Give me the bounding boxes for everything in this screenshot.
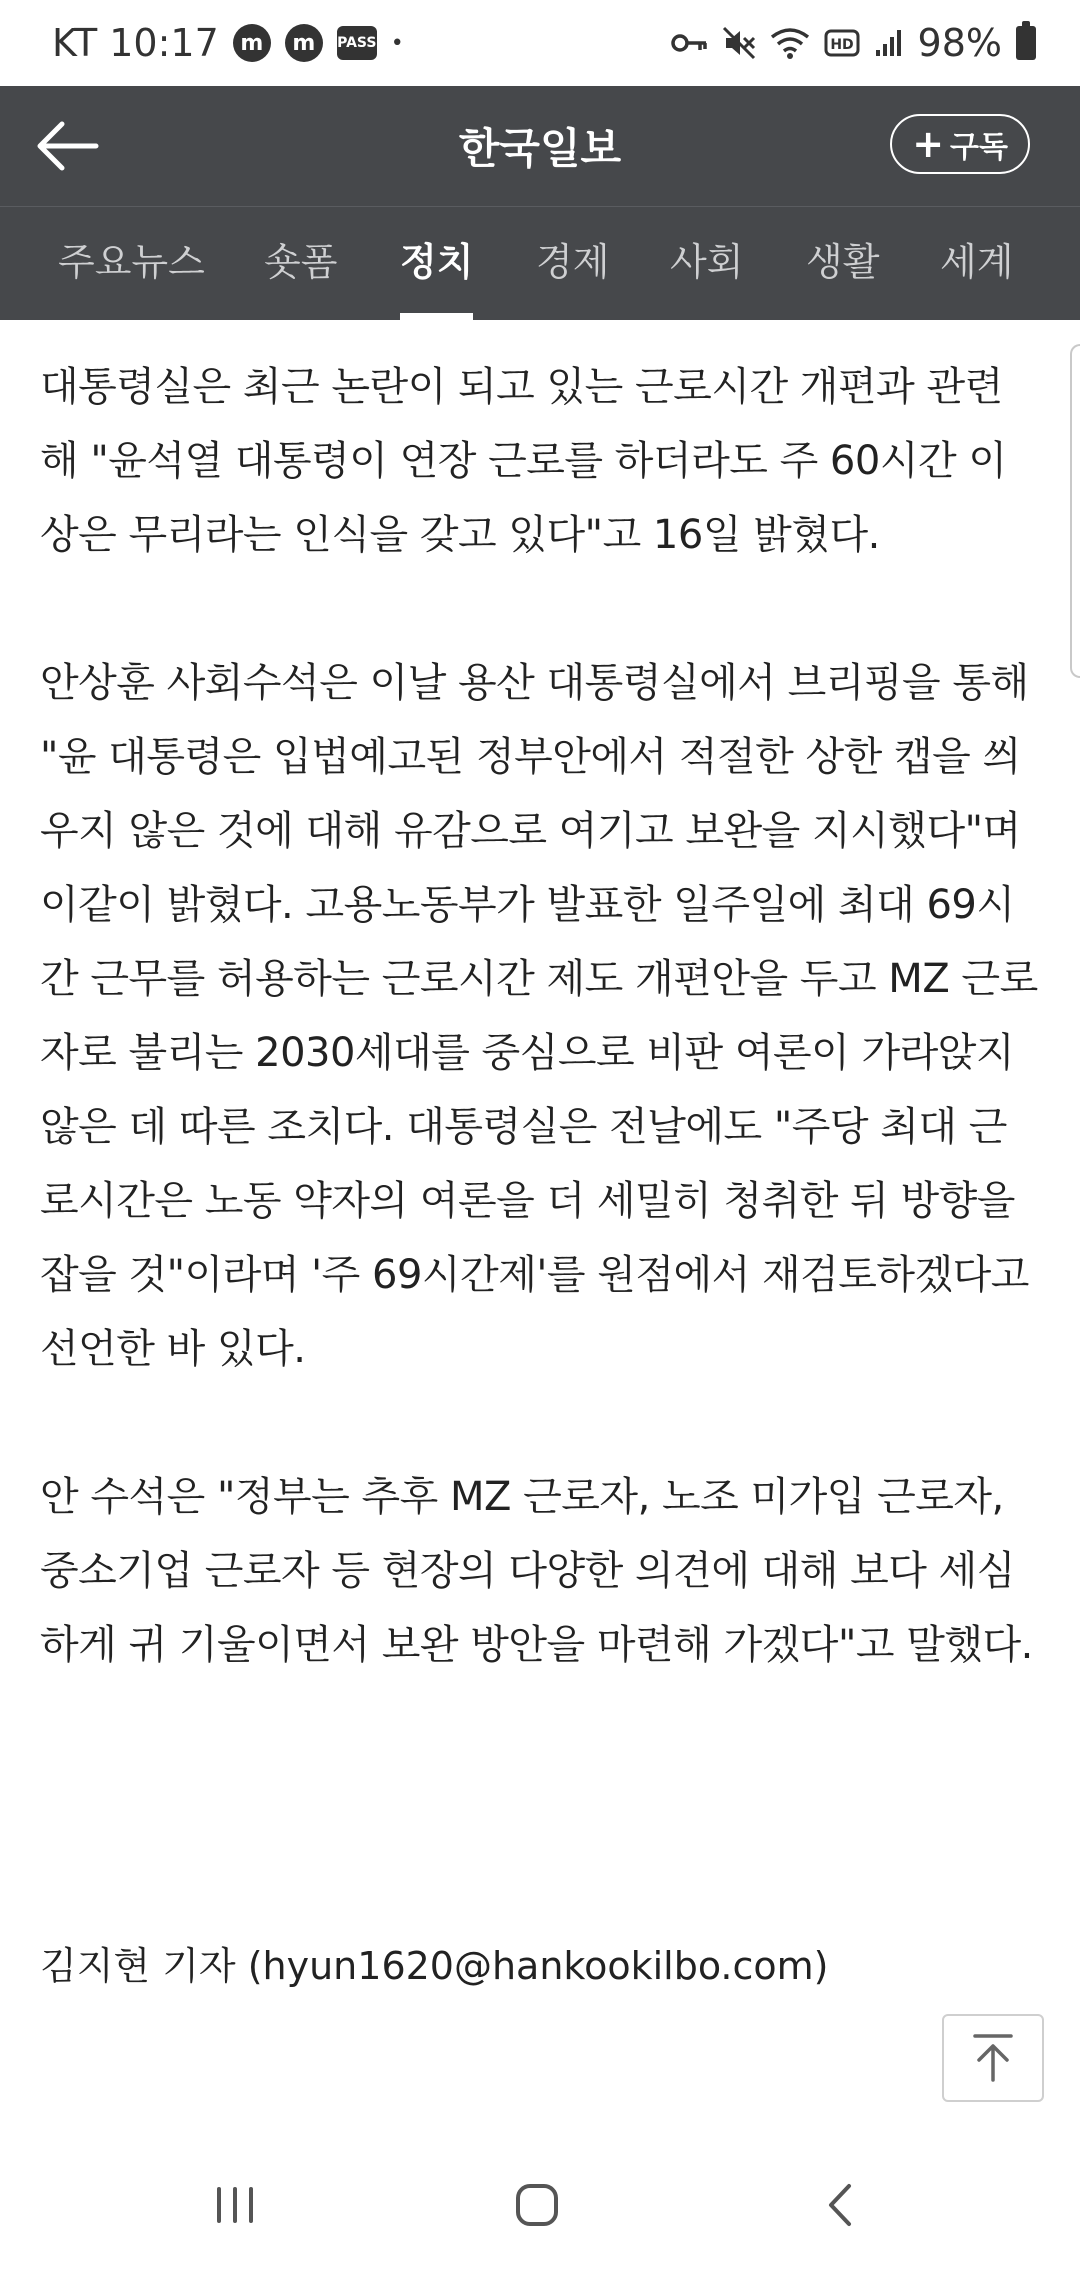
- status-bar: [0, 0, 1080, 86]
- article-body: [40, 350, 1040, 1756]
- tab-life[interactable]: 생활: [806, 240, 880, 284]
- arrow-up-icon: [971, 2032, 1015, 2084]
- category-tabs: [0, 206, 1080, 320]
- subscribe-button[interactable]: [890, 114, 1030, 174]
- tab-society[interactable]: 사회: [670, 240, 744, 284]
- back-nav-button[interactable]: [800, 2175, 880, 2235]
- plus-icon: +: [912, 122, 945, 166]
- tab-main-news[interactable]: 주요뉴스: [58, 240, 205, 284]
- tab-world[interactable]: 세계: [940, 240, 1014, 284]
- status-left: [52, 21, 404, 65]
- battery-percent: 98%: [917, 21, 1002, 65]
- article-paragraph: 대통령실은 최근 논란이 되고 있는 근로시간 개편과 관련해 "윤석열 대통령이 연장 근로를 하더라도 주 60시간 이상은 무리라는 인식을 갖고 있다"고 16일 밝혔다.: [40, 364, 1007, 558]
- status-right: [670, 21, 1036, 65]
- svg-text:HD: HD: [829, 37, 854, 53]
- tab-shortform[interactable]: 숏폼: [264, 240, 338, 284]
- m-app-icon: m: [233, 24, 271, 62]
- wifi-icon: [770, 27, 810, 59]
- recent-apps-button[interactable]: [195, 2175, 275, 2235]
- app-bar: [0, 86, 1080, 206]
- mute-icon: [722, 26, 756, 60]
- hd-icon: [824, 28, 860, 58]
- byline: 김지현 기자 (hyun1620@hankookilbo.com): [40, 1944, 829, 1988]
- battery-icon: [1016, 26, 1036, 60]
- key-icon: [670, 29, 708, 57]
- back-button[interactable]: [34, 116, 100, 176]
- pass-app-icon: PASS: [337, 26, 377, 60]
- article-paragraph: 안 수석은 "정부는 추후 MZ 근로자, 노조 미가입 근로자, 중소기업 근로자 등 현장의 다양한 의견에 대해 보다 세심하게 귀 기울이면서 보완 방안을 마련해 가겠다"고 말했다.: [40, 1474, 1033, 1668]
- home-button[interactable]: [497, 2175, 577, 2235]
- chevron-left-icon: [825, 2182, 855, 2228]
- signal-icon: [874, 28, 904, 58]
- system-nav-bar: [0, 2130, 1080, 2280]
- scrollbar[interactable]: [1070, 344, 1080, 678]
- subscribe-label: 구독: [950, 130, 1008, 165]
- scroll-to-top-button[interactable]: [942, 2014, 1044, 2102]
- app-title: 한국일보: [458, 124, 622, 173]
- m-app-icon: m: [285, 24, 323, 62]
- notification-dot: •: [390, 30, 404, 56]
- tab-politics[interactable]: 정치: [400, 207, 473, 320]
- carrier-time: KT 10:17: [52, 21, 219, 65]
- arrow-left-icon: [34, 116, 100, 176]
- recent-apps-icon: [213, 2185, 257, 2225]
- home-icon: [514, 2182, 560, 2228]
- article-paragraph: 안상훈 사회수석은 이날 용산 대통령실에서 브리핑을 통해 "윤 대통령은 입법예고된 정부안에서 적절한 상한 캡을 씌우지 않은 것에 대해 유감으로 여기고 보완을 지시했다"며 이같이 밝혔다. 고용노동부가 발표한 일주일에 최대 69시간 근무를 허용하는 근로시간 제도 개편안을 두고 MZ 근로자로 불리는 2030세대를 중심으로 비판 여론이 가라앉지 않은 데 따른 조치다. 대통령실은 전날에도 "주당 최대 근로시간은 노동 약자의 여론을 더 세밀히 청취한 뒤 방향을 잡을 것"이라며 '주 69시간제'를 원점에서 재검토하겠다고 선언한 바 있다.: [40, 660, 1038, 1372]
- tab-economy[interactable]: 경제: [536, 240, 610, 284]
